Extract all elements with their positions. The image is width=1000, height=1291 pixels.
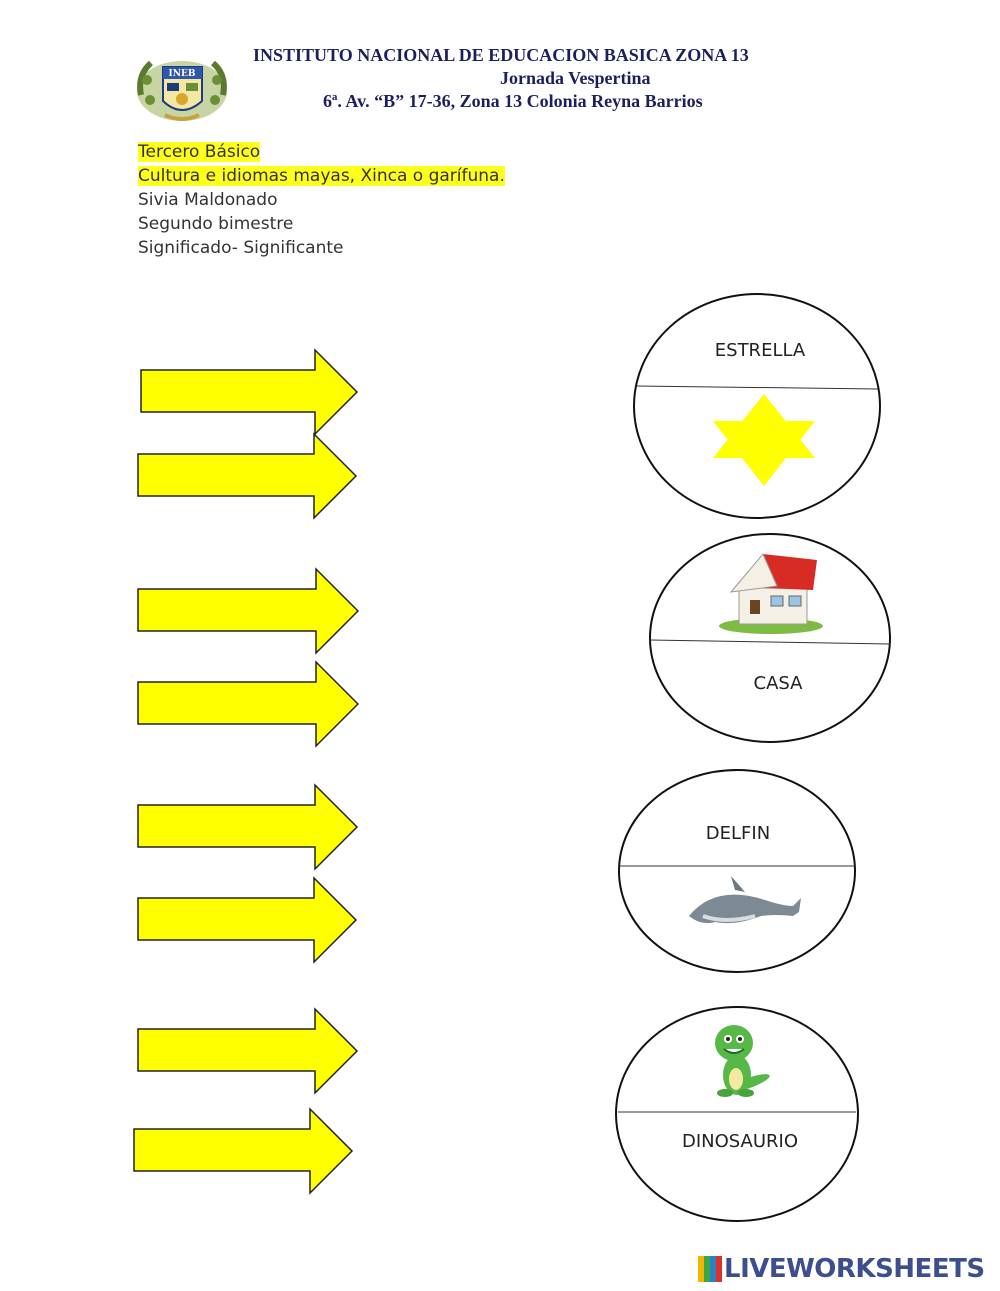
school-shift: Jornada Vespertina — [500, 68, 651, 88]
card-casa — [645, 530, 895, 746]
course-text: Cultura e idiomas mayas, Xinca o garífuna. — [138, 166, 505, 186]
answer-arrow-5[interactable] — [134, 783, 359, 871]
school-name: INSTITUTO NACIONAL DE EDUCACION BASICA ZONA 13 — [253, 45, 749, 65]
logo-text: INEB — [168, 69, 196, 79]
liveworksheets-brand — [698, 1254, 985, 1284]
card-dinosaurio-word: DINOSAURIO — [681, 1131, 799, 1152]
card-delfin — [615, 766, 860, 976]
card-dinosaurio — [612, 1003, 862, 1225]
answer-arrow-3[interactable] — [134, 567, 359, 655]
school-address: 6ª. Av. “B” 17-36, Zona 13 Colonia Reyna Barrios — [323, 91, 703, 111]
answer-arrow-8[interactable] — [130, 1107, 355, 1195]
liveworksheets-logo-icon — [698, 1256, 724, 1282]
grade-line — [138, 141, 260, 163]
card-casa-word: CASA — [753, 673, 803, 694]
liveworksheets-text: LIVEWORKSHEETS — [724, 1254, 985, 1284]
card-delfin-word: DELFIN — [705, 823, 771, 844]
term-text: Segundo bimestre — [138, 214, 294, 234]
answer-arrow-4[interactable] — [134, 660, 359, 748]
answer-arrow-1[interactable] — [137, 348, 362, 436]
card-estrella-word: ESTRELLA — [714, 340, 806, 361]
topic-text: Significado- Significante — [138, 238, 344, 258]
card-estrella — [630, 290, 885, 522]
course-line — [138, 165, 505, 187]
answer-arrow-7[interactable] — [134, 1007, 359, 1095]
answer-arrow-2[interactable] — [134, 432, 359, 520]
answer-arrow-6[interactable] — [134, 876, 359, 964]
school-logo — [135, 55, 230, 123]
grade-text: Tercero Básico — [138, 142, 261, 162]
teacher-text: Sivia Maldonado — [138, 190, 278, 210]
